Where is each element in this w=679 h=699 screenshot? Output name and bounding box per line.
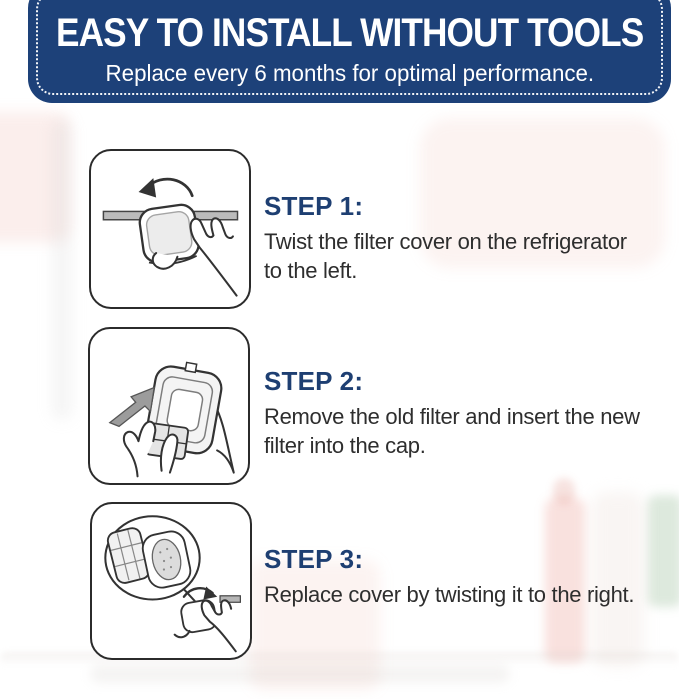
step3-text <box>264 544 634 609</box>
page-title: EASY TO INSTALL WITHOUT TOOLS <box>55 11 644 55</box>
background-shelf-shadow <box>90 665 510 683</box>
step3-illustration-box <box>90 502 252 660</box>
background-shelf-edge <box>52 120 72 420</box>
replace-filter-illustration <box>94 332 244 480</box>
step2-illustration-box <box>88 327 250 485</box>
step2-body: Remove the old filter and insert the new filter into the cap. <box>264 404 640 459</box>
page-subtitle: Replace every 6 months for optimal performance. <box>105 60 594 86</box>
step2-heading: STEP 2: <box>264 366 364 396</box>
background-green-bottle <box>648 495 679 607</box>
header-banner <box>28 0 671 103</box>
step1-illustration-box <box>89 149 251 309</box>
step2-text <box>264 366 640 460</box>
twist-cover-left-illustration <box>95 155 245 303</box>
step1-body: Twist the filter cover on the refrigerator to the left. <box>264 229 627 284</box>
step1-text <box>264 191 627 285</box>
background-bottle-cap <box>553 478 575 504</box>
clockwise-arrow-icon <box>184 587 217 600</box>
step3-body: Replace cover by twisting it to the right. <box>264 582 635 607</box>
step1-heading: STEP 1: <box>264 191 364 221</box>
step3-heading: STEP 3: <box>264 544 364 574</box>
background-blob <box>0 112 70 242</box>
twist-cover-right-illustration <box>96 507 246 655</box>
counterclockwise-arrow-icon <box>139 178 193 197</box>
